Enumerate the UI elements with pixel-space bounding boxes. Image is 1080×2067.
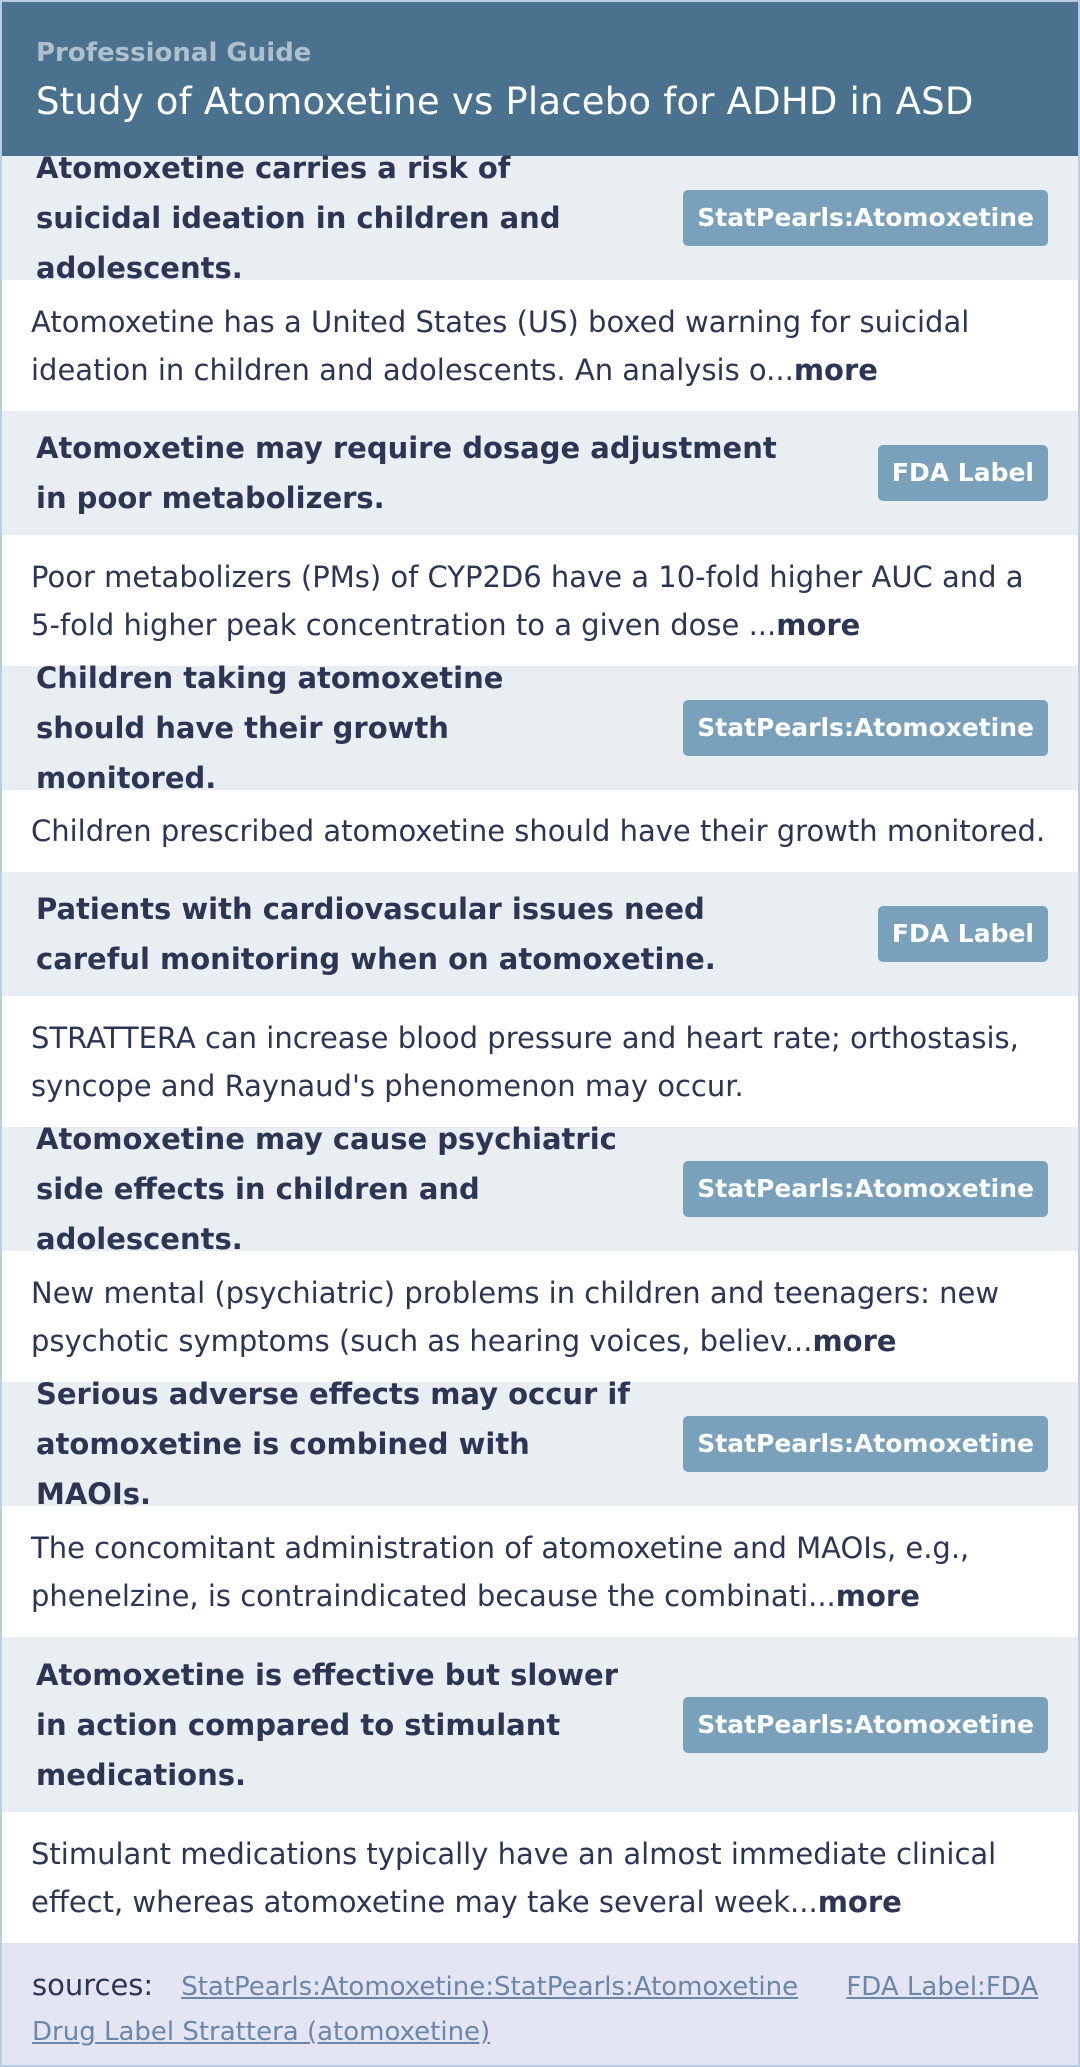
guide-header bbox=[2, 2, 1078, 156]
source-tag[interactable]: FDA Label bbox=[878, 445, 1048, 501]
detail-text bbox=[31, 1830, 1050, 1926]
claim-text: Serious adverse effects may occur if atomoxetine is combined with MAOIs. bbox=[36, 1377, 630, 1511]
detail-snippet: STRATTERA can increase blood pressure and heart rate; orthostasis, syncope and Raynaud's phenomenon may occur. bbox=[31, 1020, 1019, 1103]
detail-snippet: New mental (psychiatric) problems in children and teenagers: new psychotic symptoms (such as hearing voices, believ... bbox=[31, 1275, 1000, 1358]
source-tag[interactable]: StatPearls:Atomoxetine bbox=[683, 1416, 1048, 1472]
detail-snippet: Atomoxetine has a United States (US) boxed warning for suicidal ideation in children and adolescents. An analysis o... bbox=[31, 304, 970, 387]
detail-text bbox=[31, 1014, 1050, 1110]
detail-snippet: Children prescribed atomoxetine should have their growth monitored. bbox=[31, 814, 1046, 848]
more-link[interactable]: more bbox=[835, 1578, 920, 1613]
detail-text bbox=[31, 1269, 1050, 1365]
guide-eyebrow: Professional Guide bbox=[36, 38, 312, 68]
claim-row bbox=[2, 411, 1078, 535]
sources-footer bbox=[2, 1943, 1078, 2067]
detail-text bbox=[31, 807, 1045, 855]
detail-row bbox=[2, 1251, 1078, 1382]
detail-text bbox=[31, 553, 1050, 649]
detail-text bbox=[31, 1524, 1050, 1620]
detail-snippet: Stimulant medications typically have an almost immediate clinical effect, whereas atomoxetine may take several week... bbox=[31, 1836, 997, 1919]
detail-snippet: Poor metabolizers (PMs) of CYP2D6 have a 10-fold higher AUC and a 5-fold higher peak concentration to a given dose ... bbox=[31, 559, 1024, 642]
claim-text: Atomoxetine may cause psychiatric side effects in children and adolescents. bbox=[36, 1122, 617, 1256]
detail-row bbox=[2, 280, 1078, 411]
claim-row bbox=[2, 1377, 1078, 1511]
detail-row bbox=[2, 996, 1078, 1127]
claim-row bbox=[2, 1122, 1078, 1256]
source-tag[interactable]: StatPearls:Atomoxetine bbox=[683, 1697, 1048, 1753]
source-tag[interactable]: StatPearls:Atomoxetine bbox=[683, 190, 1048, 246]
claim-text: Patients with cardiovascular issues need careful monitoring when on atomoxetine. bbox=[36, 892, 716, 976]
claim-row bbox=[2, 151, 1078, 285]
source-tag[interactable]: FDA Label bbox=[878, 906, 1048, 962]
guide-title: Study of Atomoxetine vs Placebo for ADHD in ASD bbox=[36, 80, 974, 123]
claim-text: Atomoxetine is effective but slower in action compared to stimulant medications. bbox=[36, 1657, 618, 1792]
claim-row bbox=[2, 1637, 1078, 1812]
claim-text: Children taking atomoxetine should have their growth monitored. bbox=[36, 661, 504, 795]
detail-row bbox=[2, 1812, 1078, 1943]
more-link[interactable]: more bbox=[793, 352, 878, 387]
claim-row bbox=[2, 872, 1078, 996]
more-link[interactable]: more bbox=[812, 1323, 897, 1358]
detail-row bbox=[2, 535, 1078, 666]
sources-label: sources: bbox=[32, 1968, 154, 2002]
source-tag[interactable]: StatPearls:Atomoxetine bbox=[683, 1161, 1048, 1217]
source-tag[interactable]: StatPearls:Atomoxetine bbox=[683, 700, 1048, 756]
source-link-fda-label[interactable]: FDA Label:FDA Drug Label Strattera (atomoxetine) bbox=[32, 1972, 1039, 2047]
claim-text: Atomoxetine carries a risk of suicidal ideation in children and adolescents. bbox=[36, 151, 561, 285]
source-link-statpearls[interactable]: StatPearls:Atomoxetine:StatPearls:Atomoxetine bbox=[181, 1972, 799, 2002]
detail-text bbox=[31, 298, 1050, 394]
detail-row bbox=[2, 1506, 1078, 1637]
more-link[interactable]: more bbox=[776, 607, 861, 642]
more-link[interactable]: more bbox=[817, 1884, 902, 1919]
detail-snippet: The concomitant administration of atomoxetine and MAOIs, e.g., phenelzine, is contraindicated because the combinati... bbox=[31, 1530, 970, 1613]
claim-row bbox=[2, 661, 1078, 795]
claim-text: Atomoxetine may require dosage adjustment in poor metabolizers. bbox=[36, 431, 777, 515]
